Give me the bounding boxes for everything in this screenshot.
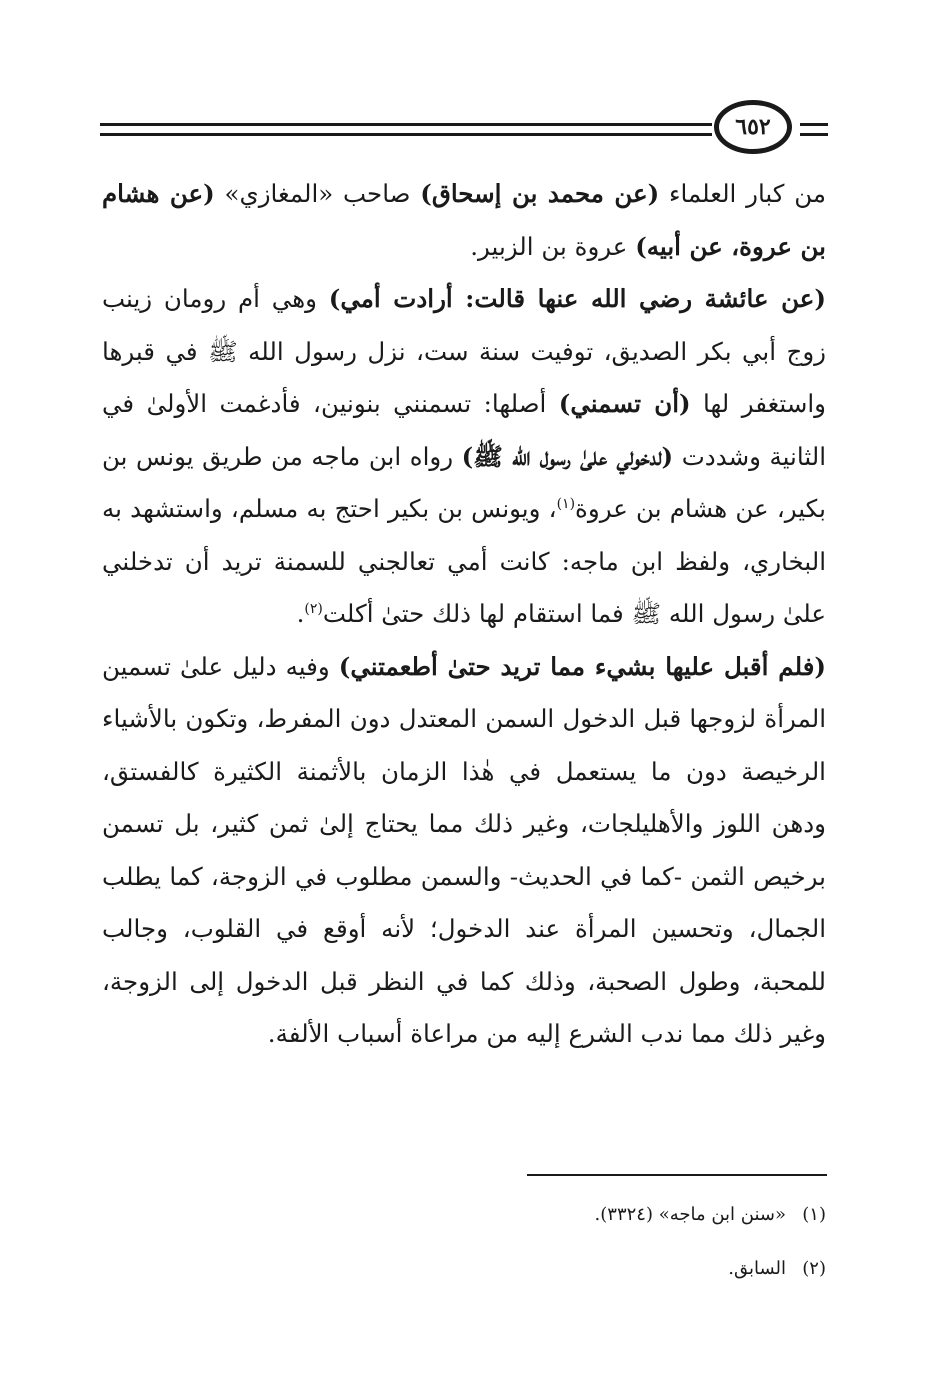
footnote-text: «سنن ابن ماجه» (٣٣٢٤). — [594, 1204, 786, 1225]
commentary-text: ، ويونس بن بكير احتج به مسلم، واستشهد به البخاري، ولفظ ابن ماجه: كانت أمي تعالجني للسمنة تريد أن تدخلني علىٰ رسول الله ﷺ فما استقام لها ذلك حتىٰ أكلت — [102, 494, 826, 628]
page-number: ٦٥٢ — [714, 100, 792, 154]
footnote-separator — [527, 1174, 827, 1176]
quoted-hadith-text: (أن تسمني) — [558, 389, 691, 418]
commentary-text: أصلها: تسمنني بنونين، فأدغمت الأولىٰ في الثانية وشددت — [102, 389, 826, 471]
footnote-ref: (١) — [556, 495, 576, 512]
footnote-item — [102, 1242, 826, 1296]
footnote-item — [102, 1188, 826, 1242]
footnotes — [102, 1188, 826, 1296]
quoted-hadith-text: (فلم أقبل عليها بشيء مما تريد حتىٰ أطعمتني) — [338, 651, 826, 681]
commentary-text: . — [296, 599, 305, 628]
commentary-text: عروة بن الزبير. — [470, 231, 636, 261]
header-rule-bottom-left — [100, 133, 712, 136]
commentary-text: وهي أم رومان زينب زوج أبي بكر الصديق، توفيت سنة ست، نزل رسول الله ﷺ في قبرها واستغفر لها — [102, 284, 826, 418]
paragraph — [102, 641, 826, 1061]
page-header — [100, 100, 828, 160]
commentary-text: رواه ابن ماجه من طريق يونس بن بكير، عن هشام بن عروة — [102, 441, 826, 523]
header-rule-top-right — [800, 123, 828, 126]
footnote-ref: (٢) — [304, 600, 323, 617]
quoted-hadith-text: (عن محمد بن إسحاق) — [420, 179, 660, 208]
header-rule-top-left — [100, 123, 712, 126]
footnote-number: (٢) — [802, 1258, 826, 1279]
commentary-text: صاحب «المغازي» — [214, 179, 421, 208]
commentary-text: من كبار العلماء — [659, 179, 826, 208]
header-rule-bottom-right — [800, 133, 828, 136]
main-text — [102, 168, 826, 1061]
quoted-hadith-text: (عن عائشة رضي الله عنها قالت: أرادت أمي) — [328, 284, 826, 313]
quoted-hadith-text: (لدخولي علىٰ رسول الله ﷺ) — [461, 441, 674, 471]
quoted-hadith-text: (عن هشام بن عروة، عن أبيه) — [102, 179, 826, 261]
commentary-text: وفيه دليل علىٰ تسمين المرأة لزوجها قبل الدخول السمن المعتدل دون المفرط، وتكون بالأشياء الرخيصة دون ما يستعمل في هٰذا الزمان بالأثمنة الكثيرة كالفستق، ودهن اللوز والأهليلجات، وغير ذلك مما يحتاج إلىٰ ثمن كثير، بل تسمن برخيص الثمن -كما في الحديث- والسمن مطلوب في الزوجة، كما يطلب الجمال، وتحسين المرأة عند الدخول؛ لأنه أوقع في القلوب، وجالب للمحبة، وطول الصحبة، وذلك كما في النظر قبل الدخول إلى الزوجة، وغير ذلك مما ندب الشرع إليه من مراعاة أسباب الألفة. — [102, 651, 826, 1048]
paragraph — [102, 273, 826, 641]
paragraph — [102, 168, 826, 273]
footnote-number: (١) — [802, 1204, 826, 1225]
footnote-text: السابق. — [728, 1258, 786, 1279]
